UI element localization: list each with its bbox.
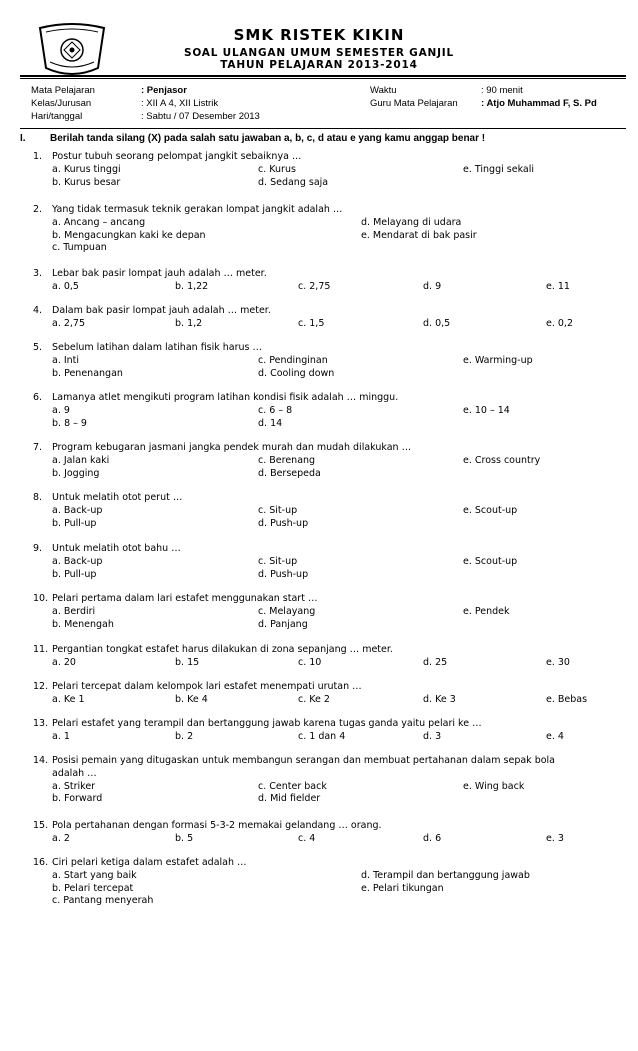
mapel-label: Mata Pelajaran (31, 85, 95, 96)
option-e: e. Scout-up (463, 504, 518, 516)
guru-label: Guru Mata Pelajaran (370, 98, 458, 109)
option-b: b. 5 (175, 832, 194, 844)
option-c: c. Ke 2 (298, 693, 330, 705)
option-b: b. Kurus besar (52, 176, 121, 188)
section-instruction (20, 133, 485, 144)
question-text: Lamanya atlet mengikuti program latihan kondisi fisik adalah … minggu. (52, 392, 399, 403)
question-text: Pola pertahanan dengan formasi 5-3-2 memakai gelandang … orang. (52, 820, 382, 831)
question-number: 1. (33, 151, 43, 162)
option-a: a. Jalan kaki (52, 454, 110, 466)
kelas-label: Kelas/Jurusan (31, 98, 92, 109)
option-c: c. Center back (258, 780, 327, 792)
option-b: b. Ke 4 (175, 693, 208, 705)
option-c: c. 10 (298, 656, 322, 668)
question-number: 8. (33, 492, 43, 503)
option-e: e. 3 (546, 832, 564, 844)
option-e: e. Scout-up (463, 555, 518, 567)
option-d: d. 9 (423, 280, 442, 292)
option-e: e. Warming-up (463, 354, 533, 366)
question-text: Pergantian tongkat estafet harus dilakukan di zona sepanjang … meter. (52, 644, 393, 655)
option-e: e. Mendarat di bak pasir (361, 229, 477, 241)
option-a: a. 2,75 (52, 317, 86, 329)
header-rule-thin (20, 78, 626, 79)
option-a: a. 2 (52, 832, 70, 844)
option-a: a. Start yang baik (52, 869, 137, 881)
option-c: c. Pendinginan (258, 354, 328, 366)
info-rule (20, 128, 626, 129)
option-d: d. Sedang saja (258, 176, 329, 188)
question-text: Yang tidak termasuk teknik gerakan lompat jangkit adalah … (52, 204, 343, 215)
option-b: b. 8 – 9 (52, 417, 87, 429)
question-text: Dalam bak pasir lompat jauh adalah … meter. (52, 305, 271, 316)
option-a: a. 9 (52, 404, 70, 416)
option-c: c. Tumpuan (52, 242, 107, 254)
option-a: a. 0,5 (52, 280, 79, 292)
option-a: a. Back-up (52, 504, 103, 516)
guru-value: : Atjo Muhammad F, S. Pd (481, 98, 597, 109)
option-c: c. Pantang menyerah (52, 895, 154, 907)
option-e: e. Bebas (546, 693, 588, 705)
option-b: b. Mengacungkan kaki ke depan (52, 229, 206, 241)
section-number: I. (20, 133, 26, 144)
question-number: 2. (33, 204, 43, 215)
option-b: b. Pull-up (52, 517, 97, 529)
question-text: Pelari pertama dalam lari estafet menggunakan start … (52, 593, 318, 604)
option-d: d. Cooling down (258, 367, 335, 379)
option-b: b. Pull-up (52, 568, 97, 580)
option-a: a. Striker (52, 780, 96, 792)
option-b: b. 15 (175, 656, 200, 668)
option-e: e. 0,2 (546, 317, 573, 329)
option-a: a. Kurus tinggi (52, 163, 121, 175)
question-text: Postur tubuh seorang pelompat jangkit sebaiknya … (52, 151, 302, 162)
question-number: 12. (33, 681, 49, 692)
option-c: c. 1 dan 4 (298, 730, 346, 742)
question-text: Program kebugaran jasmani jangka pendek murah dan mudah dilakukan … (52, 442, 412, 453)
option-e: e. Pendek (463, 605, 510, 617)
question-text: Pelari tercepat dalam kelompok lari estafet menempati urutan … (52, 681, 362, 692)
option-c: c. 1,5 (298, 317, 325, 329)
option-c: c. Kurus (258, 163, 296, 175)
option-b: b. Forward (52, 793, 103, 805)
question-text-cont: adalah … (52, 767, 97, 779)
option-b: b. Menengah (52, 618, 114, 630)
option-e: e. Wing back (463, 780, 525, 792)
question-number: 14. (33, 755, 49, 766)
question-number: 9. (33, 543, 43, 554)
option-e: e. Pelari tikungan (361, 882, 444, 894)
option-c: c. 6 – 8 (258, 404, 293, 416)
hari-value: : Sabtu / 07 Desember 2013 (141, 111, 260, 122)
option-c: c. 2,75 (298, 280, 331, 292)
question-number: 13. (33, 718, 49, 729)
option-e: e. 30 (546, 656, 570, 668)
instruction-text: Berilah tanda silang (X) pada salah satu jawaban a, b, c, d atau e yang kamu anggap benar ! (50, 133, 486, 144)
waktu-label: Waktu (370, 85, 397, 96)
option-a: a. 1 (52, 730, 70, 742)
option-a: a. Back-up (52, 555, 103, 567)
question-number: 16. (33, 857, 49, 868)
option-e: e. Tinggi sekali (463, 163, 535, 175)
option-b: b. 1,22 (175, 280, 209, 292)
option-d: d. Bersepeda (258, 467, 321, 479)
option-d: d. Push-up (258, 517, 309, 529)
mapel-value: : Penjasor (141, 85, 187, 96)
school-name: SMK RISTEK KIKIN (233, 26, 405, 44)
question-number: 4. (33, 305, 43, 316)
option-d: d. 3 (423, 730, 442, 742)
question-number: 6. (33, 392, 43, 403)
option-d: d. Mid fielder (258, 793, 321, 805)
option-d: d. Terampil dan bertanggung jawab (361, 869, 530, 881)
option-e: e. 4 (546, 730, 564, 742)
question-number: 5. (33, 342, 43, 353)
option-d: d. Melayang di udara (361, 216, 462, 228)
option-c: c. Sit-up (258, 504, 298, 516)
option-a: a. Inti (52, 354, 80, 366)
option-b: b. 2 (175, 730, 194, 742)
option-a: a. 20 (52, 656, 76, 668)
option-d: d. 14 (258, 417, 283, 429)
option-e: e. 10 – 14 (463, 404, 510, 416)
exam-title: SOAL ULANGAN UMUM SEMESTER GANJIL (183, 47, 455, 59)
option-a: a. Ke 1 (52, 693, 85, 705)
option-c: c. 4 (298, 832, 316, 844)
option-c: c. Sit-up (258, 555, 298, 567)
option-b: b. 1,2 (175, 317, 203, 329)
option-b: b. Pelari tercepat (52, 882, 134, 894)
option-a: a. Ancang – ancang (52, 216, 146, 228)
option-d: d. 25 (423, 656, 448, 668)
question-text: Untuk melatih otot bahu … (52, 543, 181, 554)
question-text: Pelari estafet yang terampil dan bertanggung jawab karena tugas ganda yaitu pelari ke … (52, 718, 482, 729)
question-text: Ciri pelari ketiga dalam estafet adalah … (52, 857, 247, 868)
option-d: d. Push-up (258, 568, 309, 580)
option-e: e. 11 (546, 280, 570, 292)
option-e: e. Cross country (463, 454, 541, 466)
option-a: a. Berdiri (52, 605, 96, 617)
question-number: 7. (33, 442, 43, 453)
academic-year: TAHUN PELAJARAN 2013-2014 (220, 59, 418, 71)
hari-label: Hari/tanggal (31, 111, 83, 122)
kelas-value: : XII A 4, XII Listrik (141, 98, 219, 109)
question-text: Lebar bak pasir lompat jauh adalah … meter. (52, 268, 267, 279)
question-number: 15. (33, 820, 49, 831)
option-d: d. 6 (423, 832, 442, 844)
header-rule-thick (20, 75, 626, 77)
question-number: 11. (33, 644, 49, 655)
waktu-value: : 90 menit (481, 85, 523, 96)
option-b: b. Jogging (52, 467, 100, 479)
question-number: 3. (33, 268, 43, 279)
question-text: Sebelum latihan dalam latihan fisik harus … (52, 342, 263, 353)
option-b: b. Penenangan (52, 367, 123, 379)
option-c: c. Melayang (258, 605, 316, 617)
option-d: d. Panjang (258, 618, 308, 630)
question-text: Untuk melatih otot perut … (52, 492, 183, 503)
question-number: 10. (33, 593, 49, 604)
question-text: Posisi pemain yang ditugaskan untuk membangun serangan dan membuat pertahanan dalam sepak bola (52, 755, 555, 766)
option-d: d. Ke 3 (423, 693, 456, 705)
option-d: d. 0,5 (423, 317, 451, 329)
option-c: c. Berenang (258, 454, 316, 466)
